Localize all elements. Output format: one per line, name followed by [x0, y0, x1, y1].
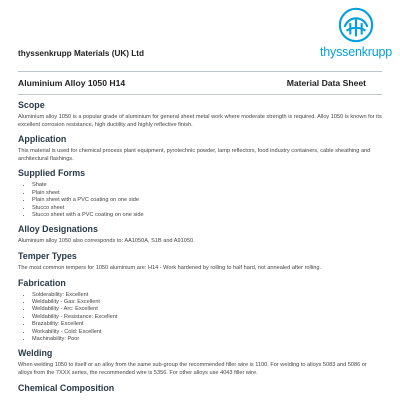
- logo-emblem-icon: [337, 6, 375, 44]
- fabrication-section: [18, 278, 382, 344]
- section-text: When welding 1050 to itself or an alloy from the same sub-group the recommended filler wire is 1100. For welding to alloys 5083 and 5086 or alloys from the 7XXX series, the recommended wire is 5356. For other alloys use 4043 filler wire.: [18, 362, 367, 377]
- section-heading: Chemical Composition: [18, 382, 115, 393]
- alloy-title: Aluminium Alloy 1050 H14: [18, 78, 126, 88]
- temper-types-section: [18, 251, 382, 273]
- logo-wordmark: thyssenkrupp: [320, 45, 392, 59]
- list-item: • Solderability: Excellent: [32, 292, 382, 299]
- thyssenkrupp-logo: [318, 6, 394, 59]
- application-section: [18, 134, 382, 163]
- section-text: Aluminium alloy 1050 also corresponds to: AA1050A, S1B and A91050.: [18, 238, 195, 245]
- list-item: • Weldability - Gas: Excellent: [32, 299, 382, 306]
- list-item: • Plain sheet with a PVC coating on one side: [32, 197, 382, 204]
- section-text: Aluminium alloy 1050 is a popular grade of aluminium for general sheet metal work where moderate strength is required. Alloy 1050 is known for its excellent corrosion resistance, high ductility and highly reflective finish.: [18, 114, 382, 128]
- section-heading: Scope: [18, 100, 45, 110]
- scope-section: [18, 100, 382, 129]
- section-heading: Temper Types: [18, 251, 77, 261]
- company-name: thyssenkrupp Materials (UK) Ltd: [18, 49, 145, 58]
- section-heading: Application: [18, 134, 67, 145]
- section-text: The most common tempers for 1050 aluminium are: H14 - Work hardened by rolling to half hard, not annealed after rolling.: [18, 265, 322, 271]
- document-body: [18, 100, 382, 399]
- supplied-forms-list: [18, 182, 382, 219]
- list-item: • Workability - Cold: Excellent: [32, 329, 382, 336]
- list-item: • Shate: [32, 182, 382, 189]
- section-text: This material is used for chemical process plant equipment, pyrotechnic powder, lamp reflectors, food industry containers, cable sheathing and architectural flashings.: [18, 148, 371, 162]
- supplied-forms-section: [18, 168, 382, 219]
- welding-section: [18, 348, 382, 377]
- section-heading: Supplied Forms: [18, 168, 86, 179]
- list-item: • Machinability: Poor: [32, 336, 382, 343]
- document-type: Material Data Sheet: [286, 78, 366, 88]
- section-heading: Alloy Designations: [18, 224, 98, 235]
- chemical-composition-section: [18, 383, 382, 394]
- list-item: • Stucco sheet with a PVC coating on one side: [32, 212, 382, 219]
- fabrication-list: [18, 292, 382, 344]
- section-heading: Welding: [18, 348, 53, 359]
- list-item: • Stucco sheet: [32, 205, 382, 212]
- list-item: • Weldability - Arc: Excellent: [32, 306, 382, 313]
- alloy-designations-section: [18, 224, 382, 246]
- title-bar: [18, 71, 382, 95]
- list-item: • Brazability: Excellent: [32, 321, 382, 328]
- section-heading: Fabrication: [18, 277, 66, 288]
- list-item: • Weldability - Resistance: Excellent: [32, 314, 382, 321]
- list-item: • Plain sheet: [32, 190, 382, 197]
